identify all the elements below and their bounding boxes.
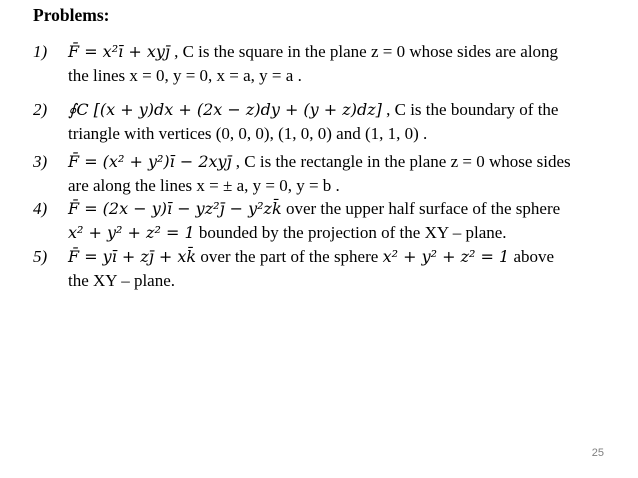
problem-text: bounded by the projection of the XY – plane. xyxy=(194,223,507,242)
problem-number: 5) xyxy=(33,247,48,266)
problem-text: are along the lines x = ± a, y = 0, y = b . xyxy=(68,176,340,195)
problem-text: above xyxy=(509,247,555,266)
problem-number: 2) xyxy=(33,100,48,119)
problem-3 xyxy=(33,150,623,198)
problem-4 xyxy=(33,197,623,245)
problem-number: 1) xyxy=(33,42,48,61)
problem-text: over the upper half surface of the sphere xyxy=(281,199,561,218)
vector-field-formula: F̄ = (2x − y)ī − yz²j̄ − y²zk̄ xyxy=(68,199,282,218)
vector-field-formula: F̄ = x²ī + xyj̄ xyxy=(68,42,170,61)
vector-field-formula: F̄ = (x² + y²)ī − 2xyj̄ xyxy=(68,152,232,171)
line-integral-formula: ∮C [(x + y)dx + (2x − z)dy + (y + z)dz] xyxy=(68,100,382,119)
vector-field-formula: F̄ = yī + zj̄ + xk̄ xyxy=(68,247,197,266)
problem-text: over the part of the sphere xyxy=(196,247,383,266)
problem-text: triangle with vertices (0, 0, 0), (1, 0, 0) and (1, 1, 0) . xyxy=(68,124,428,143)
problem-text: the XY – plane. xyxy=(68,271,176,290)
problem-5 xyxy=(33,245,623,293)
sphere-equation: x² + y² + z² = 1 xyxy=(382,247,510,266)
problem-text: , C is the rectangle in the plane z = 0 whose sides xyxy=(231,152,571,171)
page-number: 25 xyxy=(591,447,604,459)
problem-number: 3) xyxy=(33,152,48,171)
problem-2 xyxy=(33,98,623,146)
problem-text: , C is the boundary of the xyxy=(381,100,559,119)
page-heading: Problems: xyxy=(33,5,110,25)
sphere-equation: x² + y² + z² = 1 xyxy=(68,223,195,242)
problem-number: 4) xyxy=(33,199,48,218)
problem-text: , C is the square in the plane z = 0 whose sides are along xyxy=(169,42,559,61)
problem-text: the lines x = 0, y = 0, x = a, y = a . xyxy=(68,66,302,85)
problem-1 xyxy=(33,40,623,88)
